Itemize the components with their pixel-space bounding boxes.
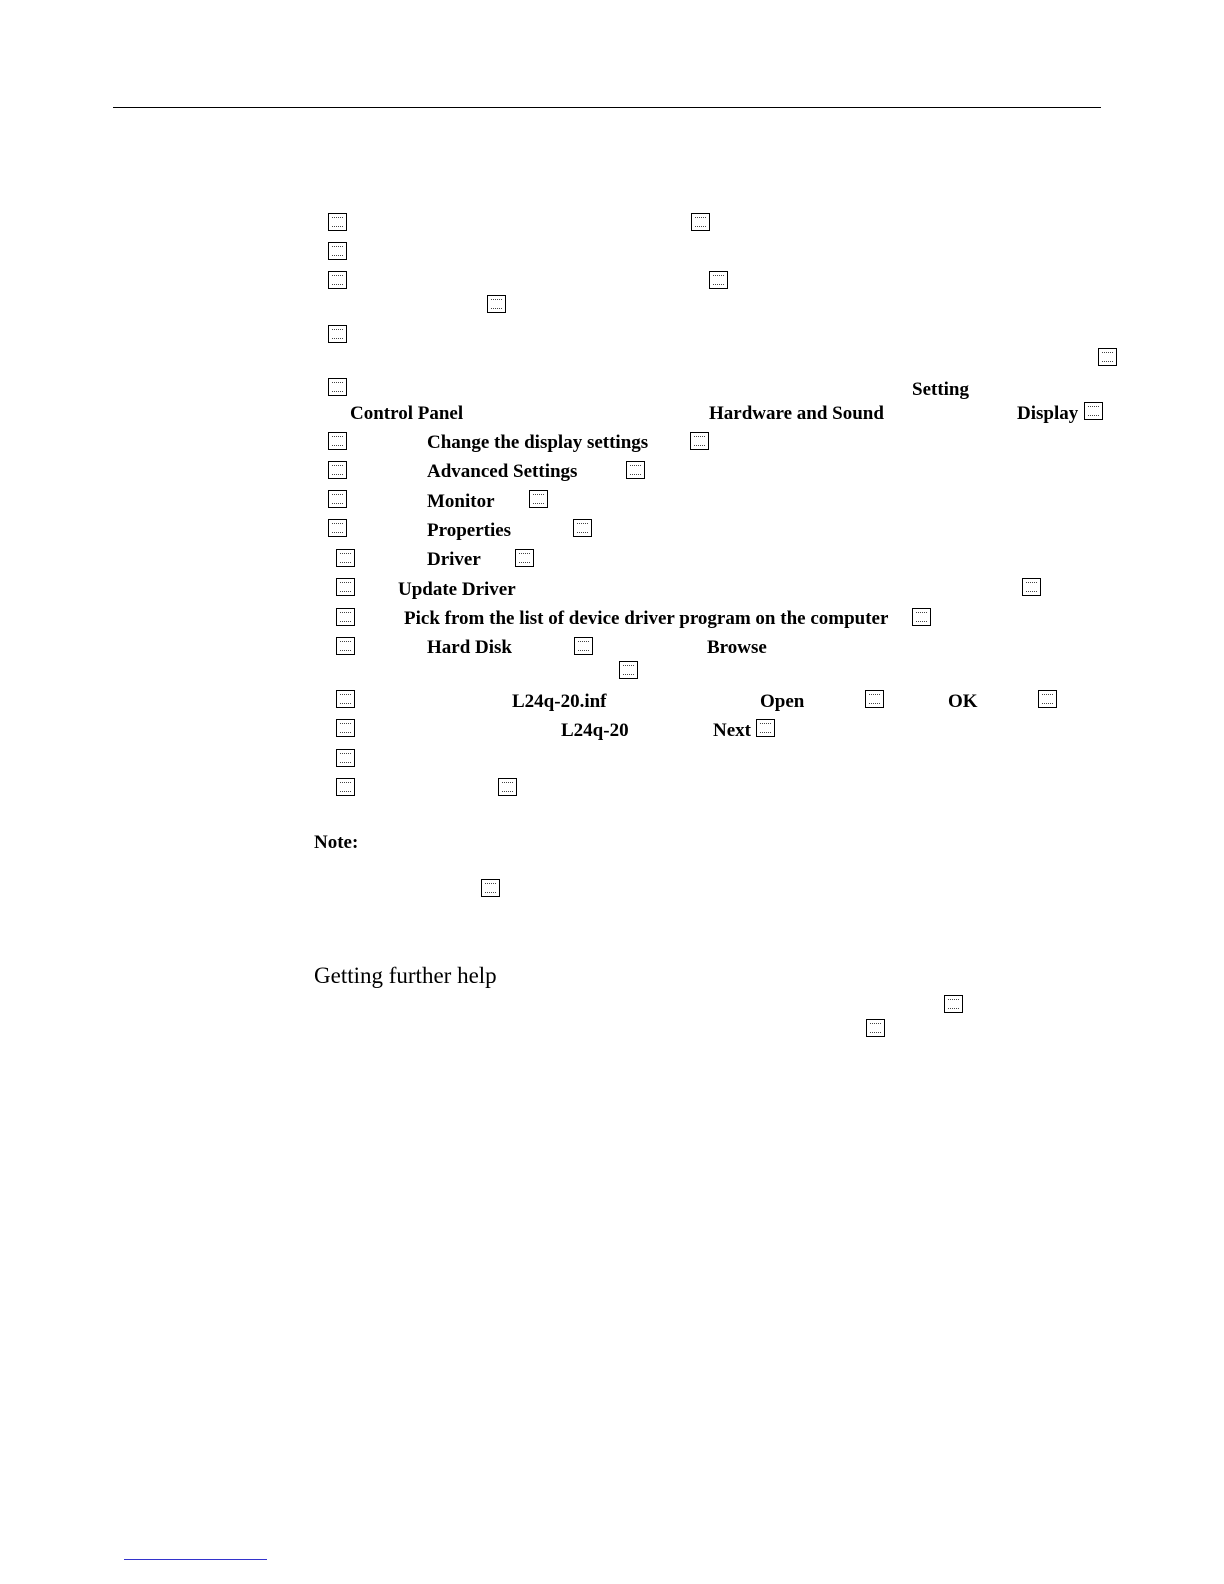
missing-glyph-icon xyxy=(481,879,500,897)
missing-glyph-icon xyxy=(709,271,728,289)
missing-glyph-icon xyxy=(1038,690,1057,708)
ok-label: OK xyxy=(948,691,978,712)
missing-glyph-icon xyxy=(328,461,347,479)
setting-label: Setting xyxy=(912,379,969,400)
update-driver-label: Update Driver xyxy=(398,579,516,600)
model-label: L24q-20 xyxy=(561,720,629,741)
header-rule xyxy=(113,107,1101,108)
missing-glyph-icon xyxy=(336,749,355,767)
missing-glyph-icon xyxy=(328,432,347,450)
driver-label: Driver xyxy=(427,549,481,570)
missing-glyph-icon xyxy=(1022,578,1041,596)
getting-further-help-heading: Getting further help xyxy=(314,963,497,988)
change-display-settings-label: Change the display settings xyxy=(427,432,649,453)
missing-glyph-icon xyxy=(574,637,593,655)
missing-glyph-icon xyxy=(529,490,548,508)
control-panel-label: Control Panel xyxy=(350,403,464,424)
display-label: Display xyxy=(1017,403,1079,424)
missing-glyph-icon xyxy=(336,578,355,596)
missing-glyph-icon xyxy=(336,719,355,737)
missing-glyph-icon xyxy=(691,213,710,231)
missing-glyph-icon xyxy=(1098,348,1117,366)
next-label: Next xyxy=(713,720,751,741)
missing-glyph-icon xyxy=(328,213,347,231)
missing-glyph-icon xyxy=(336,549,355,567)
hardware-and-sound-label: Hardware and Sound xyxy=(709,403,884,424)
missing-glyph-icon xyxy=(328,519,347,537)
note-label: Note: xyxy=(314,832,359,853)
missing-glyph-icon xyxy=(498,778,517,796)
advanced-settings-label: Advanced Settings xyxy=(427,461,578,482)
footnote-rule xyxy=(124,1559,267,1560)
missing-glyph-icon xyxy=(690,432,709,450)
missing-glyph-icon xyxy=(336,637,355,655)
missing-glyph-icon xyxy=(619,661,638,679)
inf-file-label: L24q-20.inf xyxy=(512,691,607,712)
monitor-label: Monitor xyxy=(427,491,495,512)
missing-glyph-icon xyxy=(336,690,355,708)
missing-glyph-icon xyxy=(328,325,347,343)
missing-glyph-icon xyxy=(336,608,355,626)
missing-glyph-icon xyxy=(487,295,506,313)
missing-glyph-icon xyxy=(515,549,534,567)
missing-glyph-icon xyxy=(573,519,592,537)
open-label: Open xyxy=(760,691,805,712)
missing-glyph-icon xyxy=(756,719,775,737)
properties-label: Properties xyxy=(427,520,512,541)
missing-glyph-icon xyxy=(328,271,347,289)
missing-glyph-icon xyxy=(912,608,931,626)
pick-from-list-label: Pick from the list of device driver program on the computer xyxy=(404,608,889,629)
missing-glyph-icon xyxy=(328,490,347,508)
missing-glyph-icon xyxy=(328,378,347,396)
hard-disk-label: Hard Disk xyxy=(427,637,512,658)
missing-glyph-icon xyxy=(865,690,884,708)
missing-glyph-icon xyxy=(336,778,355,796)
missing-glyph-icon xyxy=(328,242,347,260)
missing-glyph-icon xyxy=(626,461,645,479)
missing-glyph-icon xyxy=(1084,402,1103,420)
browse-label: Browse xyxy=(707,637,767,658)
missing-glyph-icon xyxy=(944,995,963,1013)
missing-glyph-icon xyxy=(866,1019,885,1037)
